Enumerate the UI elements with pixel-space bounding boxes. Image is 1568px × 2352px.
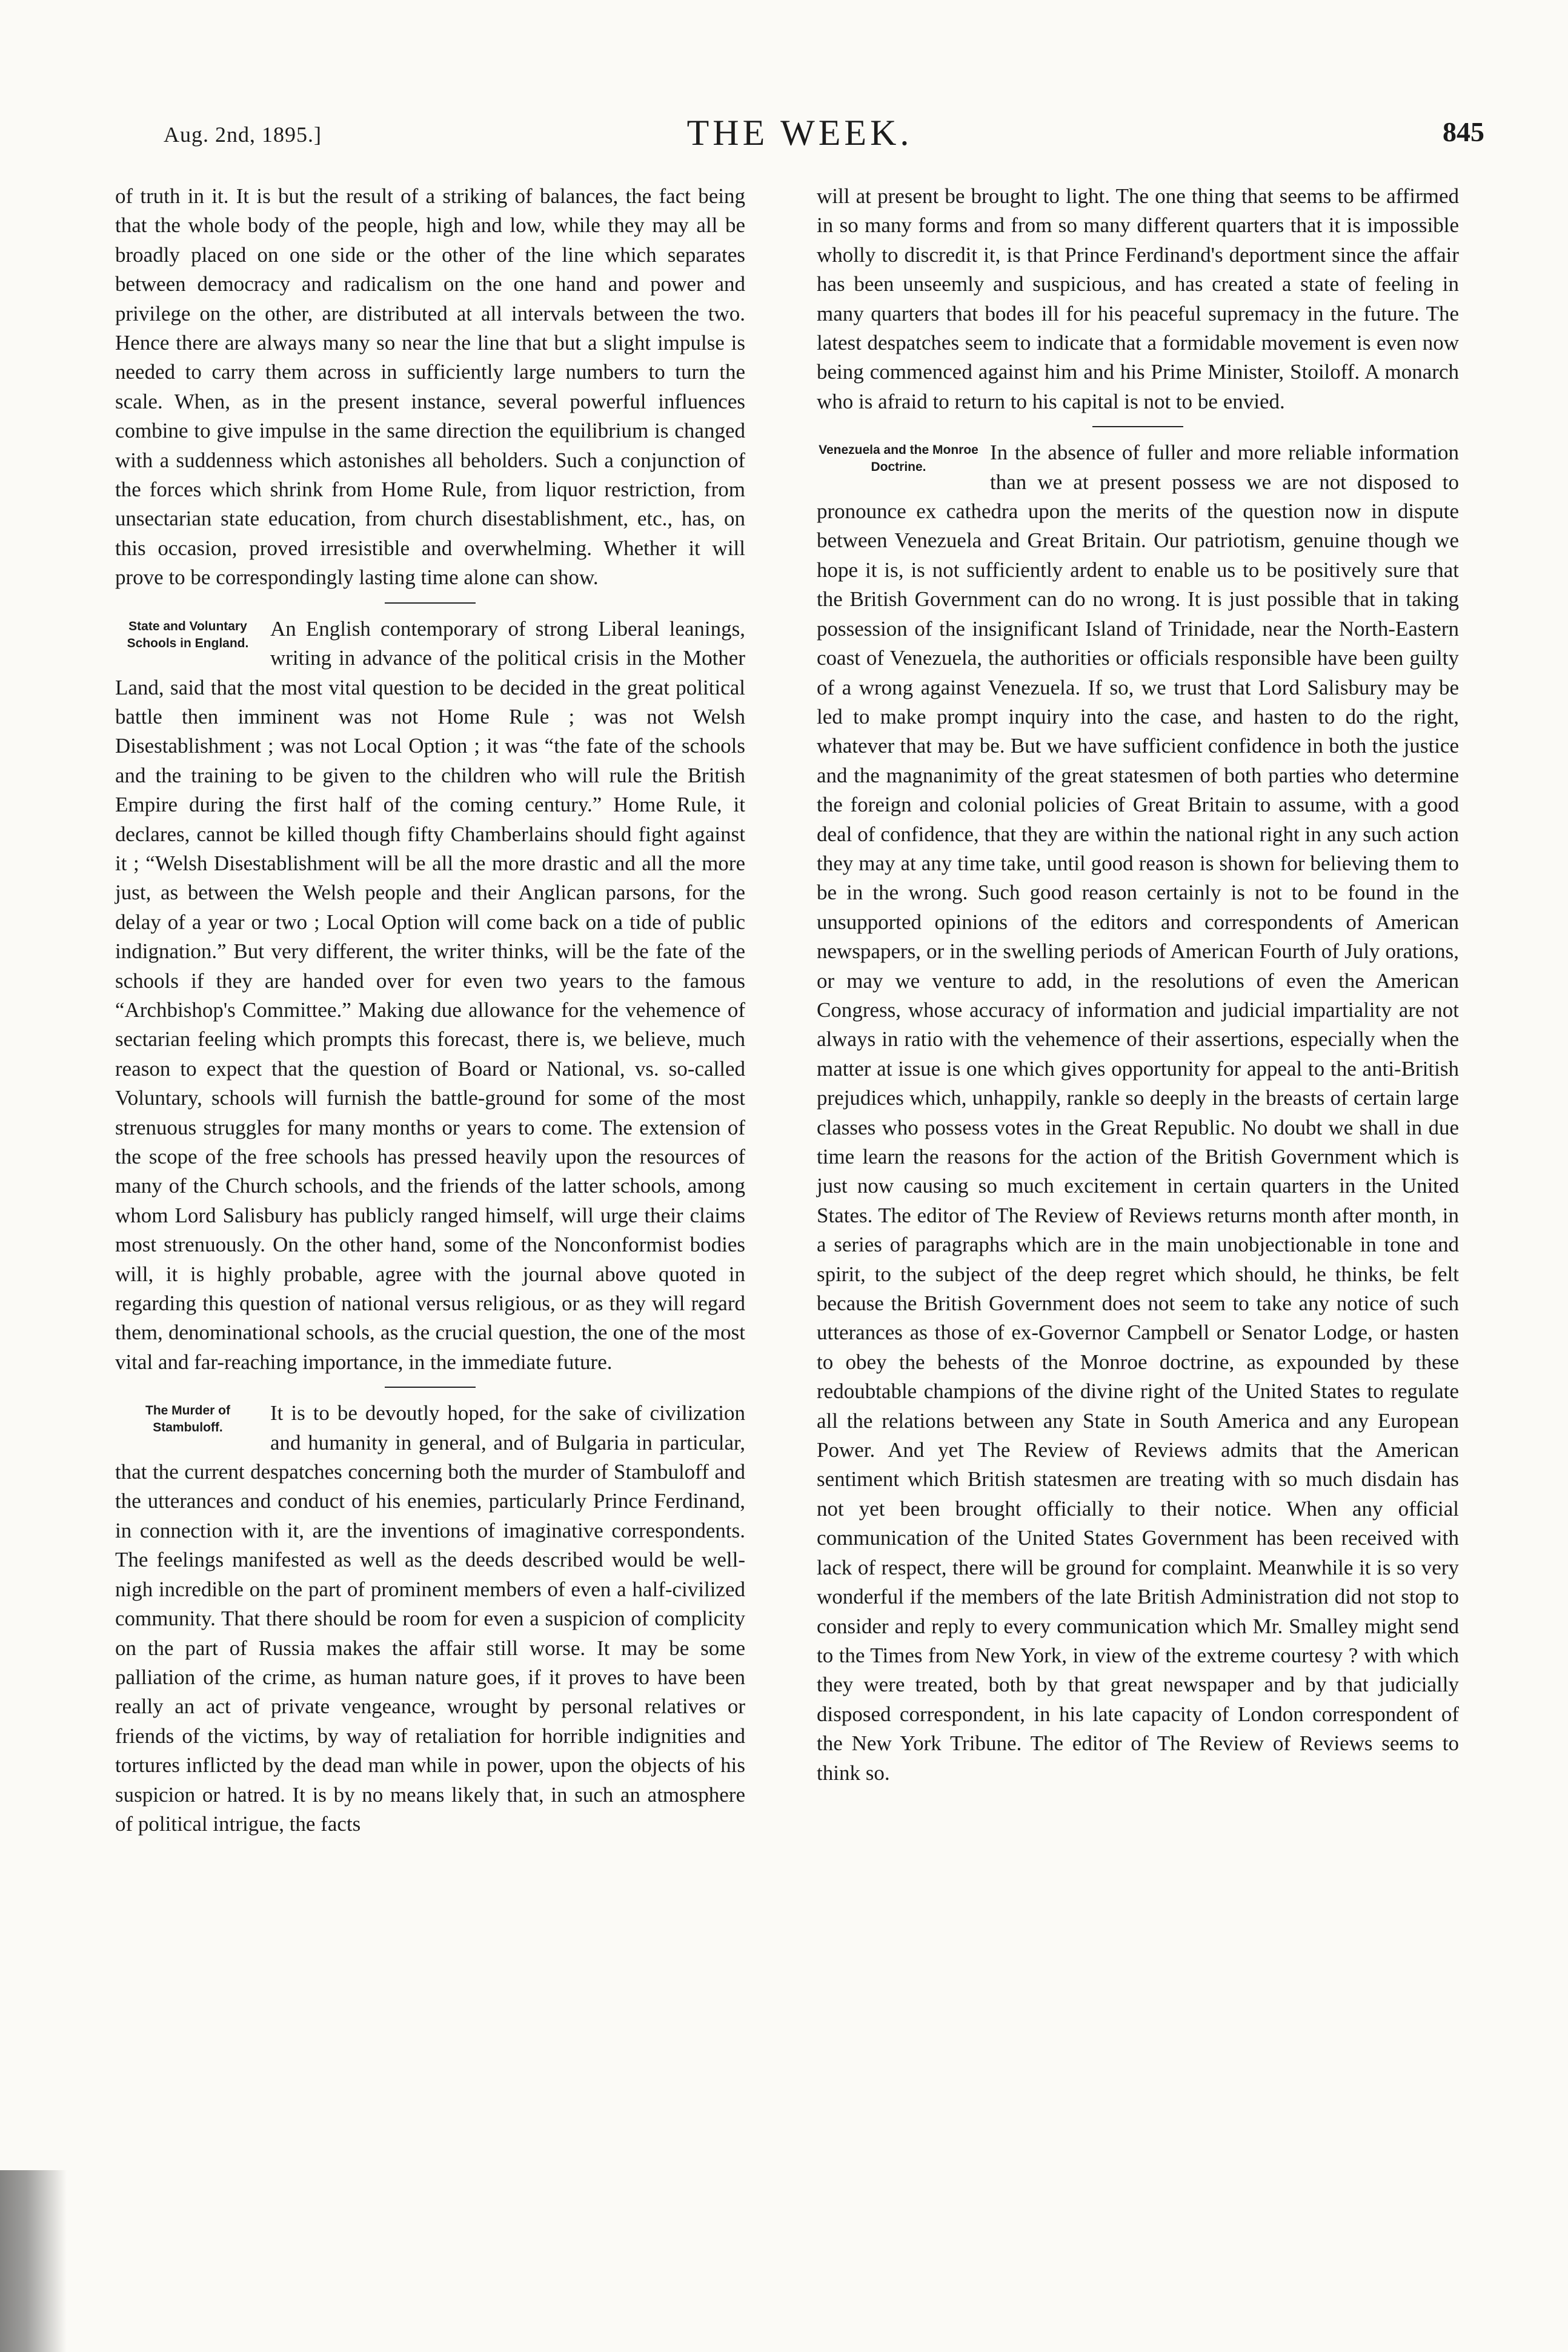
- paragraph: of truth in it. It is but the result of a striking of balances, the fact being that the whole body of the people, high and low, while they may all be broadly placed on one side or the other of the line which separates between democracy and radicalism on the one hand and power and privilege on the other, are distributed at all intervals between the two. Hence there are always many so near the line that but a slight impulse is needed to carry them across in sufficiently large numbers to turn the scale. When, as in the present instance, several powerful influences combine to give impulse in the same direction the equilibrium is changed with a suddenness which astonishes all beholders. Such a conjunction of the forces which shrink from Home Rule, from liquor restriction, from unsectarian state education, from church disestablishment, etc., has, on this occasion, proved irresistible and overwhelming. Whether it will prove to be correspondingly lasting time alone can show.: [115, 184, 745, 590]
- section-divider: [385, 1387, 476, 1388]
- side-heading-schools: State and Voluntary Schools in England.: [127, 619, 249, 650]
- page-binding-shadow: [0, 2170, 67, 2352]
- side-heading-venezuela: Venezuela and the Monroe Doctrine.: [819, 443, 978, 475]
- page-header: [115, 112, 1484, 161]
- paragraph: It is to be devoutly hoped, for the sake of civilization and humanity in general, and of Bulgaria in particular, that the current despatches concerning both the murder of Stambuloff and the utterances and conduct of his enemies, particularly Prince Ferdinand, in connection with it, are the inventions of imaginative correspondents. The feelings manifested as well as the deeds described would be well-nigh incredible on the part of prominent members of even a half-civilized community. That there should be room for even a suspicion of complicity on the part of Russia makes the affair still worse. It may be some palliation of the crime, as human nature goes, if it proves to have been really an act of private vengeance, wrought by personal relatives or friends of the victims, by way of retaliation for horrible indignities and tortures inflicted by the dead man while in power, upon the objects of his suspicion or hatred. It is by no means likely that, in such an atmosphere of political intrigue, the facts: [115, 1401, 745, 1836]
- right-column: [817, 182, 1459, 1788]
- left-column: [115, 182, 745, 1839]
- issue-date: Aug. 2nd, 1895.]: [164, 122, 322, 147]
- paragraph: In the absence of fuller and more reliable information than we at present possess we are not disposed to pronounce ex cathedra upon the merits of the question now in dispute between Venezuela and Great Britain. Our patriotism, genuine though we hope it is, is not sufficiently ardent to enable us to be positively sure that the British Government can do no wrong. It is just possible that in taking possession of the insignificant Island of Trinidade, near the North-Eastern coast of Venezuela, the authorities or officials responsible have been guilty of a wrong against Venezuela. If so, we trust that Lord Salisbury may be led to make prompt inquiry into the case, and hasten to do the right, whatever that may be. But we have sufficient confidence in both the justice and the magnanimity of the great statesmen of both parties who determine the foreign and colonial policies of Great Britain to assume, with a good deal of confidence, that they are within the national right in any such action they may at any time take, until good reason is shown for believing them to be in the wrong. Such good reason certainly is not to be found in the unsupported opinions of the editors and correspondents of American newspapers, or in the swelling periods of American Fourth of July orations, or may we venture to add, in the resolutions of even the American Congress, whose accuracy of information and judicial impartiality are not always in ratio with the vehemence of their assertions, especially when the matter at issue is one which gives opportunity for appeal to the anti-British prejudices which, unhappily, rankle so deeply in the breasts of certain large classes who possess votes in the Great Republic. No doubt we shall in due time learn the reasons for the action of the British Government which is just now causing so much excitement in certain quarters in the United States. The editor of The Review of Reviews returns month after month, in a series of paragraphs which are in the main unobjectionable in tone and spirit, to the subject of the deep regret which should, he thinks, be felt because the British Government does not seem to take any notice of such utterances as those of ex-Governor Campbell or Senator Lodge, or hasten to obey the behests of the Monroe doctrine, as expounded by these redoubtable champions of the divine right of the United States to regulate all the relations between any State in South America and any European Power. And yet The Review of Reviews admits that the American sentiment which British statesmen are treating with so much disdain has not yet been brought officially to their notice. When any official communication of the United States Government has been received with lack of respect, there will be ground for complaint. Meanwhile it is so very wonderful if the members of the late British Administration did not stop to consider and reply to every communication which Mr. Smalley might send to the Times from New York, in view of the extreme courtesy ? with which they were treated, both by that great newspaper and by that judicially disposed correspondent, in his late capacity of London correspondent of the New York Tribune. The editor of The Review of Reviews seems to think so.: [817, 441, 1459, 1785]
- side-heading-stambuloff: The Murder of Stambuloff.: [145, 1404, 230, 1435]
- section-divider: [1092, 426, 1183, 427]
- paragraph: An English contemporary of strong Liberal leanings, writing in advance of the political crisis in the Mother Land, said that the most vital question to be decided in the great political battle then imminent was not Home Rule ; was not Welsh Disestablishment ; was not Local Option ; it was “the fate of the schools and the training to be given to the children who will rule the British Empire during the first half of the coming century.” Home Rule, it declares, cannot be killed though fifty Chamberlains should fight against it ; “Welsh Disestablishment will be all the more drastic and all the more just, as between the Welsh people and their Anglican parsons, for the delay of a year or two ; Local Option will come back on a tide of public indignation.” But very different, the writer thinks, will be the fate of the schools if they are handed over for even two years to the famous “Archbishop's Committee.” Making due allowance for the vehemence of sectarian feeling which prompts this forecast, there is, we believe, much reason to expect that the question of Board or National, vs. so-called Voluntary, schools will furnish the battle-ground for some of the most strenuous struggles for many months or years to come. The extension of the scope of the free schools has pressed heavily upon the resources of many of the Church schools, and the friends of the latter schools, among whom Lord Salisbury has publicly ranged himself, will urge their claims most strenuously. On the other hand, some of the Nonconformist bodies will, it is highly probable, agree with the journal above quoted in regarding this question of national versus religious, or as they will regard them, denominational schools, as the crucial question, the one of the most vital and far-reaching importance, in the immediate future.: [115, 616, 745, 1374]
- page-number: 845: [1443, 116, 1484, 147]
- journal-title: THE WEEK.: [686, 113, 913, 153]
- section-divider: [385, 602, 476, 604]
- paragraph: will at present be brought to light. The one thing that seems to be affirmed in so many forms and from so many different quarters that it is impossible wholly to discredit it, is that Prince Ferdinand's deportment since the affair has been unseemly and suspicious, and has created a state of feeling in many quarters that bodes ill for his peaceful supremacy in the future. The latest despatches seem to indicate that a formidable movement is even now being commenced against him and his Prime Minister, Stoiloff. A monarch who is afraid to return to his capital is not to be envied.: [817, 184, 1459, 413]
